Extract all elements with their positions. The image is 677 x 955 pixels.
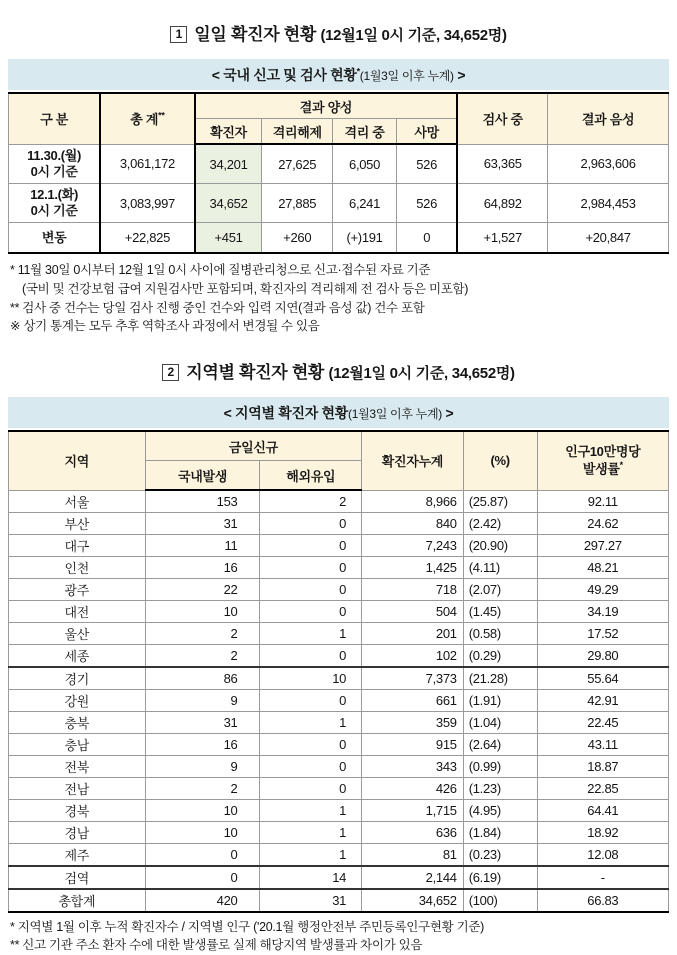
cell-cumulative: 343 [362, 755, 464, 777]
table-row [9, 843, 669, 866]
cell-rate: 42.91 [537, 689, 668, 711]
section1-title-text: 일일 확진자 현황 [194, 25, 316, 44]
table2-caption-close: > [442, 405, 453, 421]
cell-imported: 31 [260, 889, 362, 912]
cell-region: 총합계 [9, 889, 146, 912]
cell-domestic: 11 [145, 534, 260, 556]
table-row-quarantine [9, 866, 669, 889]
cell-rate: 22.45 [537, 711, 668, 733]
footnote: ※ 상기 통계는 모두 추후 역학조사 과정에서 변경될 수 있음 [10, 317, 669, 336]
cell-isolating: 6,050 [333, 144, 397, 184]
cell-rate: 18.87 [537, 755, 668, 777]
cell-imported: 0 [260, 689, 362, 711]
cell-confirmed: 34,201 [195, 144, 262, 184]
cell-domestic: 16 [145, 733, 260, 755]
cell-rate: 297.27 [537, 534, 668, 556]
cell-confirmed: +451 [195, 223, 262, 254]
cell-region: 충남 [9, 733, 146, 755]
cell-rate: 29.80 [537, 644, 668, 667]
cell-cumulative: 426 [362, 777, 464, 799]
table1-caption-note: (1월3일 이후 누계) [360, 69, 454, 83]
cell-rate: 55.64 [537, 667, 668, 690]
col-header-per100k [537, 431, 668, 490]
cell-domestic: 9 [145, 755, 260, 777]
cell-imported: 1 [260, 799, 362, 821]
cell-region: 검역 [9, 866, 146, 889]
cell-region: 경북 [9, 799, 146, 821]
table-row [9, 600, 669, 622]
cell-rate: 49.29 [537, 578, 668, 600]
cell-region: 제주 [9, 843, 146, 866]
cell-cumulative: 102 [362, 644, 464, 667]
cell-region: 대구 [9, 534, 146, 556]
cell-region: 서울 [9, 490, 146, 512]
col-header-per100k-line2 [538, 460, 668, 478]
cell-domestic: 10 [145, 799, 260, 821]
cell-domestic: 9 [145, 689, 260, 711]
cell-pct: (1.45) [463, 600, 537, 622]
cell-total: 3,061,172 [100, 144, 194, 184]
cell-testing: 64,892 [457, 184, 547, 223]
section2-title [8, 358, 669, 383]
footnote: * 11월 30일 0시부터 12월 1일 0시 사이에 질병관리청으로 신고·접수된 자료 기준 [10, 261, 669, 280]
cell-region: 경남 [9, 821, 146, 843]
cell-confirmed: 34,652 [195, 184, 262, 223]
col-header-isolating: 격리 중 [333, 119, 397, 145]
cell-pct: (1.23) [463, 777, 537, 799]
cell-region: 부산 [9, 512, 146, 534]
table-row [9, 777, 669, 799]
cell-cumulative: 504 [362, 600, 464, 622]
cell-rate: - [537, 866, 668, 889]
col-header-negative: 결과 음성 [548, 93, 669, 144]
cell-pct: (2.42) [463, 512, 537, 534]
cell-cumulative: 840 [362, 512, 464, 534]
cell-pct: (2.07) [463, 578, 537, 600]
cell-imported: 2 [260, 490, 362, 512]
cell-pct: (0.29) [463, 644, 537, 667]
table2-caption-note: (1월3일 이후 누계) [348, 407, 442, 421]
table1-caption-text: < 국내 신고 및 검사 현황 [212, 67, 357, 83]
cell-pct: (21.28) [463, 667, 537, 690]
cell-domestic: 31 [145, 512, 260, 534]
row-label-line2: 0시 기준 [9, 164, 99, 180]
cell-imported: 0 [260, 534, 362, 556]
table-row-change [9, 223, 669, 254]
col-header-testing: 검사 중 [457, 93, 547, 144]
row-label-line2: 0시 기준 [9, 203, 99, 219]
cell-imported: 0 [260, 556, 362, 578]
table-row [9, 711, 669, 733]
cell-cumulative: 718 [362, 578, 464, 600]
col-header-per100k-text: 발생률 [583, 461, 620, 476]
col-header-positive-group: 결과 양성 [195, 93, 458, 119]
cell-cumulative: 1,425 [362, 556, 464, 578]
cell-imported: 0 [260, 733, 362, 755]
cell-death: 526 [397, 144, 458, 184]
cell-pct: (1.91) [463, 689, 537, 711]
col-header-today-new: 금일신규 [145, 431, 361, 461]
cell-released: 27,625 [262, 144, 333, 184]
cell-region: 울산 [9, 622, 146, 644]
cell-negative: 2,963,606 [548, 144, 669, 184]
cell-cumulative: 201 [362, 622, 464, 644]
table-row [9, 644, 669, 667]
cell-cumulative: 7,373 [362, 667, 464, 690]
cell-pct: (4.95) [463, 799, 537, 821]
table2-header-row1 [9, 431, 669, 461]
cell-pct: (25.87) [463, 490, 537, 512]
cell-imported: 0 [260, 600, 362, 622]
footnote: ** 신고 기관 주소 환자 수에 대한 발생률로 실제 해당지역 발생률과 차이가 있음 [10, 936, 669, 955]
cell-rate: 64.41 [537, 799, 668, 821]
cell-pct: (1.84) [463, 821, 537, 843]
col-header-released: 격리해제 [262, 119, 333, 145]
cell-domestic: 0 [145, 843, 260, 866]
national-report-table [8, 92, 669, 254]
cell-cumulative: 915 [362, 733, 464, 755]
table-row [9, 755, 669, 777]
col-header-gubun: 구 분 [9, 93, 101, 144]
row-label [9, 144, 101, 184]
table-row [9, 622, 669, 644]
cell-imported: 1 [260, 843, 362, 866]
section1-number-box: 1 [170, 26, 187, 43]
cell-domestic: 2 [145, 644, 260, 667]
cell-cumulative: 7,243 [362, 534, 464, 556]
cell-pct: (20.90) [463, 534, 537, 556]
cell-imported: 0 [260, 578, 362, 600]
cell-isolating: 6,241 [333, 184, 397, 223]
cell-pct: (0.23) [463, 843, 537, 866]
cell-pct: (0.58) [463, 622, 537, 644]
table-row [9, 733, 669, 755]
col-header-pct: (%) [463, 431, 537, 490]
regional-table [8, 430, 669, 913]
table-row [9, 144, 669, 184]
cell-domestic: 2 [145, 777, 260, 799]
cell-imported: 0 [260, 644, 362, 667]
section2-number-box: 2 [162, 364, 179, 381]
cell-pct: (4.11) [463, 556, 537, 578]
table-row [9, 821, 669, 843]
cell-cumulative: 8,966 [362, 490, 464, 512]
table-row [9, 667, 669, 690]
cell-cumulative: 2,144 [362, 866, 464, 889]
footnote: * 지역별 1월 이후 누적 확진자수 / 지역별 인구 ('20.1월 행정안전부 주민등록인구현황 기준) [10, 918, 669, 937]
cell-rate: 18.92 [537, 821, 668, 843]
row-label-line1: 11.30.(월) [9, 148, 99, 164]
cell-rate: 12.08 [537, 843, 668, 866]
cell-pct: (6.19) [463, 866, 537, 889]
col-header-imported: 해외유입 [260, 461, 362, 491]
cell-domestic: 153 [145, 490, 260, 512]
col-header-total-sup: ** [158, 111, 164, 121]
cell-domestic: 22 [145, 578, 260, 600]
cell-domestic: 420 [145, 889, 260, 912]
table1-caption-sup: * [357, 66, 360, 76]
cell-negative: +20,847 [548, 223, 669, 254]
table1-caption-close: > [454, 67, 465, 83]
cell-pct: (0.99) [463, 755, 537, 777]
cell-imported: 0 [260, 512, 362, 534]
cell-rate: 48.21 [537, 556, 668, 578]
table2-footnotes [10, 918, 669, 955]
cell-rate: 22.85 [537, 777, 668, 799]
cell-domestic: 10 [145, 600, 260, 622]
cell-imported: 1 [260, 711, 362, 733]
table-row [9, 534, 669, 556]
cell-region: 강원 [9, 689, 146, 711]
cell-cumulative: 1,715 [362, 799, 464, 821]
cell-released: +260 [262, 223, 333, 254]
cell-pct: (2.64) [463, 733, 537, 755]
cell-pct: (1.04) [463, 711, 537, 733]
cell-domestic: 10 [145, 821, 260, 843]
cell-region: 세종 [9, 644, 146, 667]
cell-rate: 43.11 [537, 733, 668, 755]
table-row [9, 799, 669, 821]
cell-death: 526 [397, 184, 458, 223]
section2-title-suffix: (12월1일 0시 기준, 34,652명) [329, 365, 515, 382]
table-row [9, 184, 669, 223]
cell-rate: 92.11 [537, 490, 668, 512]
cell-region: 인천 [9, 556, 146, 578]
col-header-domestic: 국내발생 [145, 461, 260, 491]
footnote: (국비 및 건강보험 급여 지원검사만 포함되며, 확진자의 격리해제 전 검사 등은 미포함) [10, 280, 669, 299]
cell-isolating: (+)191 [333, 223, 397, 254]
cell-death: 0 [397, 223, 458, 254]
cell-domestic: 31 [145, 711, 260, 733]
col-header-region: 지역 [9, 431, 146, 490]
footnote: ** 검사 중 건수는 당일 검사 진행 중인 건수와 입력 지연(결과 음성 값) 건수 포함 [10, 299, 669, 318]
section1-title-suffix: (12월1일 0시 기준, 34,652명) [320, 27, 506, 44]
cell-imported: 10 [260, 667, 362, 690]
cell-total: 3,083,997 [100, 184, 194, 223]
cell-rate: 17.52 [537, 622, 668, 644]
cell-cumulative: 359 [362, 711, 464, 733]
cell-imported: 14 [260, 866, 362, 889]
cell-region: 광주 [9, 578, 146, 600]
cell-region: 대전 [9, 600, 146, 622]
cell-rate: 24.62 [537, 512, 668, 534]
cell-region: 충북 [9, 711, 146, 733]
cell-domestic: 2 [145, 622, 260, 644]
cell-domestic: 86 [145, 667, 260, 690]
table2-caption-text: < 지역별 확진자 현황 [224, 405, 348, 421]
cell-imported: 1 [260, 622, 362, 644]
cell-domestic: 16 [145, 556, 260, 578]
col-header-death: 사망 [397, 119, 458, 145]
cell-domestic: 0 [145, 866, 260, 889]
cell-total: +22,825 [100, 223, 194, 254]
cell-rate: 66.83 [537, 889, 668, 912]
cell-pct: (100) [463, 889, 537, 912]
cell-imported: 0 [260, 777, 362, 799]
col-header-total [100, 93, 194, 144]
table-row [9, 512, 669, 534]
cell-imported: 0 [260, 755, 362, 777]
section2-title-text: 지역별 확진자 현황 [186, 363, 324, 382]
col-header-per100k-sup: * [620, 460, 623, 470]
table-row [9, 578, 669, 600]
cell-rate: 34.19 [537, 600, 668, 622]
cell-cumulative: 636 [362, 821, 464, 843]
table1-header-row1 [9, 93, 669, 119]
row-label: 변동 [9, 223, 101, 254]
table1-footnotes [10, 261, 669, 336]
col-header-per100k-line1: 인구10만명당 [538, 444, 668, 460]
cell-released: 27,885 [262, 184, 333, 223]
cell-imported: 1 [260, 821, 362, 843]
row-label [9, 184, 101, 223]
table-row-total [9, 889, 669, 912]
cell-negative: 2,984,453 [548, 184, 669, 223]
cell-testing: +1,527 [457, 223, 547, 254]
cell-region: 전남 [9, 777, 146, 799]
table-row [9, 490, 669, 512]
table1-caption-bar [8, 59, 669, 90]
cell-cumulative: 81 [362, 843, 464, 866]
cell-cumulative: 661 [362, 689, 464, 711]
table-row [9, 689, 669, 711]
cell-region: 전북 [9, 755, 146, 777]
table2-caption-bar [8, 397, 669, 428]
cell-cumulative: 34,652 [362, 889, 464, 912]
col-header-total-text: 총 계 [130, 112, 158, 127]
col-header-cumulative: 확진자누계 [362, 431, 464, 490]
row-label-line1: 12.1.(화) [9, 187, 99, 203]
cell-region: 경기 [9, 667, 146, 690]
table-row [9, 556, 669, 578]
section1-title [8, 20, 669, 45]
col-header-confirmed: 확진자 [195, 119, 262, 145]
cell-testing: 63,365 [457, 144, 547, 184]
